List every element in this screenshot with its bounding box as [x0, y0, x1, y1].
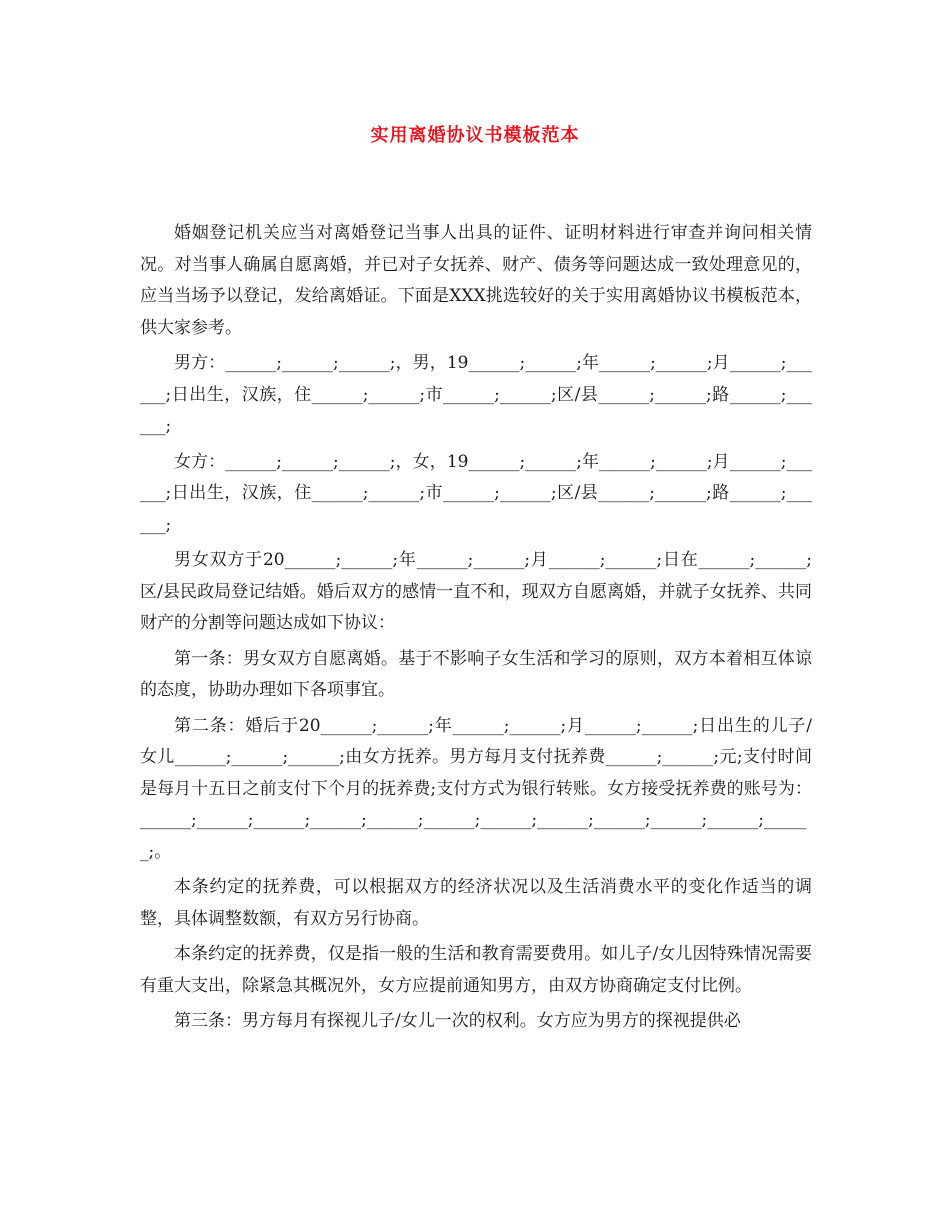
- wife-info-paragraph: 女方：______;______;______;，女，19______;______;年______;______;月______;______;日出生，汉族，住______;______;市______;______;区/县______;______;路______;______;: [140, 451, 812, 535]
- husband-info-paragraph: 男方：______;______;______;，男，19______;______;年______;______;月______;______;日出生，汉族，住______;______;市______;______;区/县______;______;路______;______;: [140, 353, 812, 436]
- article-3-paragraph: 第三条：男方每月有探视儿子/女儿一次的权利。女方应为男方的探视提供必: [174, 1011, 741, 1031]
- intro-paragraph: 婚姻登记机关应当对离婚登记当事人出具的证件、证明材料进行审查并询问相关情况。对当事人确属自愿离婚，并已对子女抚养、财产、债务等问题达成一致处理意见的，应当当场予以登记，发给离婚证。下面是XXX挑选较好的关于实用离婚协议书模板范本，供大家参考。: [140, 223, 812, 338]
- article-1-paragraph: 第一条：男女双方自愿离婚。基于不影响子女生活和学习的原则，双方本着相互体谅的态度，协助办理如下各项事宜。: [140, 648, 812, 700]
- document-title: 实用离婚协议书模板范本: [370, 125, 580, 146]
- article-2-paragraph: 第二条：婚后于20______;______;年______;______;月______;______;日出生的儿子/女儿______;______;______;由女方抚养。男方每月支付抚养费______;______;元;支付时间是每月十五日之前支付下个月的抚养费;支付方式为银行转账。女方接受抚养费的账号为：______;______;______;______;______;______;______;______;______;______;______;______;。: [140, 715, 812, 862]
- document-body: [140, 218, 812, 1042]
- marriage-info-paragraph: 男女双方于20______;______;年______;______;月______;______;日在______;______;区/县民政局登记结婚。婚后双方的感情一直不和，现双方自愿离婚，并就子女抚养、共同财产的分割等问题达成如下协议：: [140, 550, 812, 633]
- support-scope-paragraph: 本条约定的抚养费，仅是指一般的生活和教育需要费用。如儿子/女儿因特殊情况需要有重大支出，除紧急其概况外，女方应提前通知男方，由双方协商确定支付比例。: [140, 944, 812, 996]
- support-adjustment-paragraph: 本条约定的抚养费，可以根据双方的经济状况以及生活消费水平的变化作适当的调整，具体调整数额，有双方另行协商。: [140, 877, 812, 929]
